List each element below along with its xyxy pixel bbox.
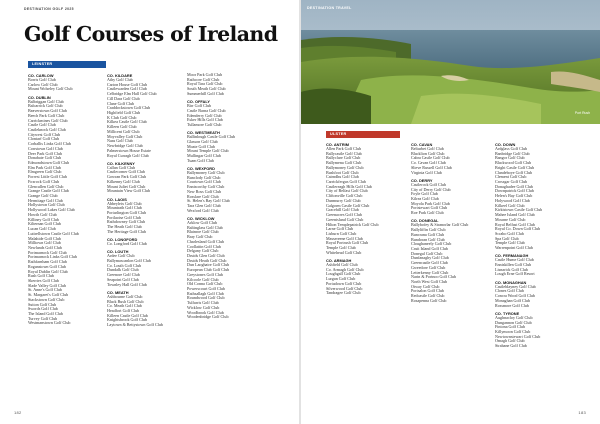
golf-club-entry: Rathfarnham Golf Club [28,260,67,265]
golf-club-entry: Blacklion Golf Club [411,151,445,156]
golf-club-entry: Mahee Island Golf Club [495,213,535,218]
county-heading: CO. MONAGHAN [495,279,527,285]
golf-club-entry: Mount Wolseley Golf Club [28,87,73,92]
golf-club-entry: Banbridge Golf Club [495,151,530,156]
golf-club-entry: Corballis Links Golf Club [28,142,71,147]
golf-club-entry: Tandragee Golf Club [326,291,361,296]
golf-club-entry: Concra Wood Golf Club [495,294,535,299]
photo-caption: Port Rush [574,111,590,115]
golf-club-entry: Portadown Golf Club [326,281,362,286]
golf-club-entry: Virginia Golf Club [411,170,442,175]
golf-club-entry: Castle Golf Club [28,123,56,128]
golf-club-entry: Greencastle Golf Club [411,261,448,266]
golf-club-entry: Clones Golf Club [495,289,524,294]
golf-club-entry: Clontarf Golf Club [28,137,60,142]
golf-club-entry: Kilkea Castle Golf Club [107,120,147,125]
golf-club-entry: Dunfanaghy Golf Club [411,256,449,261]
golf-club-entry: Bray Golf Club [187,235,213,240]
county-heading: CO. DERRY [411,177,433,183]
golf-club-entry: Bundoran Golf Club [411,237,445,242]
golf-club-entry: City of Belfast Golf Club [326,189,368,194]
county-heading: CO. LONGFORD [107,237,138,243]
golf-club-entry: Luttrellstown Castle Golf Club [28,231,79,236]
golf-club-entry: Deer Park Golf Club [28,151,62,156]
right-page [301,0,600,424]
golf-club-entry: Portmarnock Links Golf Club [28,255,78,260]
county-heading: CO. TYRONE [495,310,520,316]
golf-club-entry: Stackstown Golf Club [28,297,65,302]
golf-club-entry: Killymoon Golf Club [495,329,531,334]
golf-club-entry: Monaghan Golf Club [495,298,531,303]
golf-club-entry: Edenderry Golf Club [187,113,222,118]
county-heading: CO. WICKLOW [187,215,215,221]
running-head: DESTINATION GOLF 2025 [24,7,74,11]
golf-club-entry: Larne Golf Club [326,227,354,232]
golf-club-entry: Rosapenna Golf Club [411,298,447,303]
golf-club-entry: Portarlington Golf Club [107,210,147,215]
golf-club-entry: Massereene Golf Club [326,236,363,241]
golf-club-entry: Celbridge Elm Hall Golf Club [107,92,157,97]
golf-club-entry: St. Helen's Bay Golf Club [187,199,230,204]
golf-club-entry: The Island Golf Club [28,312,63,316]
golf-club-entry: Glencullen Golf Club [28,184,64,189]
golf-club-entry: St. Margaret's Golf Club [28,293,69,298]
golf-club-entry: Rathdowney Golf Club [107,220,146,225]
county-heading: CO. WESTMEATH [187,130,220,136]
golf-club-entry: Blackwood Golf Club [495,161,532,166]
golf-club-entry: Ballyliffin Golf Club [411,228,446,233]
golf-club-entry: Downpatrick Golf Club [495,189,534,194]
golf-club-entry: Mountrath Golf Club [107,206,142,211]
golf-club-entry: Abbeyleix Golf Club [107,201,142,206]
golf-club-entry: Baltinglass Golf Club [187,225,223,230]
golf-club-entry: Royal Portrush Golf Club [326,241,369,246]
golf-club-entry: Ballybofey & Stranorlar Golf Club [411,223,469,228]
region-tag-ulster: ULSTER [326,131,400,138]
golf-club-entry: Newtownstewart Golf Club [495,334,541,339]
golf-club-entry: Allen Park Golf Club [326,147,362,151]
golf-club-entry: Palmerstown House Estate [107,148,151,153]
golf-club-entry: New Ross Golf Club [187,189,222,194]
golf-club-entry: Cliftonville Golf Club [326,194,363,199]
golf-club-entry: Woodenbridge Golf Club [187,315,229,320]
golf-club-entry: Warrenpoint Golf Club [495,246,533,251]
leinster-column-3 [187,73,253,320]
golf-club-entry: Corrstown Golf Club [28,146,63,151]
golf-club-entry: Newbridge Golf Club [107,144,143,149]
golf-club-entry: Portsalon Golf Club [411,289,444,294]
golf-club-entry: Beech Park Golf Club [28,113,65,118]
golf-club-entry: Foyle Golf Club [411,192,438,197]
golf-club-entry: Courtown Golf Club [187,180,221,185]
golf-club-entry: Powerscourt Golf Club [187,287,225,292]
landscape-photo [301,0,600,124]
golf-club-entry: Castlerock Golf Club [411,182,447,187]
golf-club-entry: Tara Glen Golf Club [187,204,221,209]
golf-club-entry: Bunclody Golf Club [187,175,221,180]
page-number-right: 183 [578,410,586,415]
county-heading: CO. DONEGAL [411,218,439,224]
golf-club-entry: Silverwood Golf Club [326,286,363,291]
golf-club-entry: Citywest Golf Club [28,132,61,137]
county-heading: CO. KILDARE [107,73,133,78]
golf-club-entry: Greenacres Golf Club [326,213,362,218]
golf-club-entry: Co. Cavan Golf Club [411,161,446,166]
golf-club-entry: Roundwood Golf Club [187,296,225,301]
golf-club-entry: Bushfoot Golf Club [326,170,359,175]
golf-club-entry: Birr Golf Club [187,104,212,109]
county-heading: CO. FERMANAGH [495,253,529,259]
golf-club-entry: Rathsallagh Golf Club [187,291,224,296]
golf-club-entry: Ballymena Golf Club [326,161,362,166]
golf-club-entry: Royal Curragh Golf Club [107,153,149,158]
golf-club-entry: Castle Hume Golf Club [495,258,534,263]
golf-club-entry: Swords Golf Club [28,307,58,312]
golf-club-entry: Otway Golf Club [411,284,440,289]
golf-club-entry: Whitehead Golf Club [326,250,362,255]
golf-club-entry: Malahide Golf Club [28,236,61,241]
golf-club-entry: Aughnacloy Golf Club [495,315,533,320]
golf-club-entry: Howth Golf Club [28,212,57,217]
golf-club-entry: Esker Hills Golf Club [187,118,223,123]
golf-club-entry: Galgorm Castle Golf Club [326,203,370,208]
county-heading: CO. CAVAN [411,142,433,147]
golf-club-entry: Arklow Golf Club [187,220,218,225]
county-heading: CO. LAOIS [107,196,127,202]
golf-club-entry: Royal Tara Golf Club [187,82,223,87]
golf-club-entry: Sutton Golf Club [28,302,57,307]
golf-club-entry: Hollywood Lakes Golf Club [28,208,75,213]
golf-club-entry: Callan Golf Club [107,165,136,170]
golf-club-entry: City of Derry Golf Club [411,187,451,192]
region-tag-leinster: LEINSTER [28,61,106,68]
leinster-column-2 [107,73,173,328]
golf-club-entry: Greystones Golf Club [187,272,223,277]
golf-club-entry: Mount Temple Golf Club [187,149,229,154]
golf-club-entry: Seapoint Golf Club [107,277,139,282]
golf-club-entry: Lucan Golf Club [28,227,56,232]
golf-club-entry: Elm Park Golf Club [28,165,61,170]
county-heading: CO. KILKENNY [107,160,135,166]
golf-club-entry: Forrest Little Golf Club [28,175,68,180]
golf-club-entry: Bangor Golf Club [495,156,525,161]
golf-club-entry: Fintona Golf Club [495,325,526,330]
ulster-column-1 [326,142,392,296]
golf-club-entry: Ardglass Golf Club [495,147,528,151]
ulster-column-2 [411,142,477,304]
golf-club-entry: Hollystown Golf Club [28,203,65,208]
golf-club-entry: Spa Golf Club [495,236,519,241]
golf-club-entry: Blainroe Golf Club [187,230,219,235]
golf-club-entry: Enniscorthy Golf Club [187,185,225,190]
golf-club-entry: Killeen Castle Golf Club [107,313,148,318]
golf-club-entry: Greenore Golf Club [107,273,140,278]
golf-club-entry: Turvey Golf Club [28,316,58,321]
golf-club-entry: Ballymoney Golf Club [326,165,364,170]
leinster-column-1 [28,73,94,326]
golf-club-entry: Gweedore Golf Club [411,265,446,270]
golf-club-entry: Kilternan Golf Club [28,222,61,227]
golf-club-entry: Rathcore Golf Club [187,77,220,82]
golf-club-entry: Ballymoney Golf Club [187,171,225,175]
county-heading: CO. OFFALY [187,99,210,105]
golf-club-entry: Kilkeel Golf Club [495,203,525,208]
golf-club-entry: Gracehill Golf Club [326,208,359,213]
golf-club-entry: Royal Belfast Golf Club [495,222,535,227]
golf-club-entry: Dundalk Golf Club [107,268,139,273]
golf-club-entry: Portmarnock Golf Club [28,250,67,255]
golf-club-entry: Carrickmines Golf Club [28,118,68,123]
county-heading: CO. LOUTH [107,249,129,255]
golf-club-entry: Coollattin Golf Club [187,244,221,249]
golf-club-entry: Cruit Island Golf Club [411,246,448,251]
golf-club-entry: Black Bush Golf Club [107,299,144,304]
golf-club-entry: Holywood Golf Club [495,198,530,203]
golf-club-entry: Borris Golf Club [28,78,56,82]
golf-club-entry: South Meath Golf Club [187,87,226,92]
photo-section-label: DESTINATION TRAVEL [307,6,352,10]
golf-club-entry: Portstewart Golf Club [411,206,448,211]
golf-club-entry: Rossmore Golf Club [495,303,529,308]
golf-club-entry: Kilrea Golf Club [411,196,439,201]
golf-club-entry: Helen's Bay Golf Club [495,194,533,199]
golf-club-entry: Mount Juliet Golf Club [107,184,146,189]
golf-club-entry: Castlecomer Golf Club [107,170,145,175]
golf-club-entry: Ashbourne Golf Club [107,294,143,299]
golf-club-entry: Wexford Golf Club [187,208,219,213]
golf-club-entry: Beaverstown Golf Club [28,109,67,114]
golf-club-entry: Ashfield Golf Club [326,263,358,268]
golf-club-entry: Omagh Golf Club [495,339,525,344]
golf-club-entry: Moyola Park Golf Club [411,201,450,206]
golf-club-entry: Ballycastle Golf Club [326,151,362,156]
golf-club-entry: Co. Armagh Golf Club [326,267,364,272]
golf-club-entry: Athy Golf Club [107,78,133,82]
golf-club-entry: Castlereagh Hills Golf Club [326,184,372,189]
golf-club-entry: Co. Meath Golf Club [107,304,142,309]
golf-club-entry: Dungannon Golf Club [495,320,532,325]
golf-club-entry: Clane Golf Club [107,101,135,106]
golf-club-entry: Bright Castle Golf Club [495,165,535,170]
golf-club-entry: Kirkistown Castle Golf Club [495,208,543,213]
golf-club-entry: Cairndhu Golf Club [326,175,359,180]
golf-club-entry: Kilkenny Golf Club [107,179,140,184]
golf-club-entry: Edmondstown Golf Club [28,161,70,165]
golf-club-entry: Lisburn Golf Club [326,231,357,236]
golf-club-entry: Knightsbrook Golf Club [107,318,148,323]
golf-club-entry: Castleknock Golf Club [28,127,66,132]
golf-club-entry: Co. Louth Golf Club [107,263,142,268]
golf-club-entry: Letterkenny Golf Club [411,270,449,275]
golf-club-entry: Newlands Golf Club [28,245,62,250]
golf-club-entry: Moor Park Golf Club [187,73,223,77]
golf-club-entry: Carton House Golf Club [107,82,148,87]
ulster-column-3 [495,142,561,349]
golf-club-entry: Rosslare Golf Club [187,194,219,199]
golf-club-entry: Ballyclare Golf Club [326,156,361,161]
golf-club-entry: Grange Golf Club [28,194,58,199]
golf-club-entry: Balcarrick Golf Club [28,104,63,109]
golf-club-entry: Crossgar Golf Club [495,180,528,185]
golf-club-entry: Tullamore Golf Club [187,122,222,127]
golf-club-entry: Balbriggan Golf Club [28,99,64,104]
golf-club-entry: Tulfarris Golf Club [187,301,219,306]
golf-club-entry: Mountain View Golf Club [107,189,151,194]
golf-club-entry: Redcastle Golf Club [411,294,445,299]
golf-club-entry: Glasson Golf Club [187,139,218,144]
golf-club-entry: Loughgall Golf Club [326,272,361,277]
golf-club-entry: Clement Golf Club [495,175,527,180]
golf-club-entry: Slieve Russell Golf Club [411,165,452,170]
golf-club-entry: Druids Heath Golf Club [187,258,227,263]
golf-club-entry: Hilton Templepatrick Golf Club [326,222,379,227]
golf-club-entry: Roe Park Golf Club [411,211,444,216]
golf-club-entry: Royal Co. Down Golf Club [495,227,541,232]
golf-club-entry: Cabra Castle Golf Club [411,156,450,161]
golf-club-entry: Killeen Golf Club [107,125,137,130]
golf-club-entry: Milltown Golf Club [28,241,61,246]
golf-club-entry: Mourne Golf Club [495,217,526,222]
golf-club-entry: Belturbet Golf Club [411,147,444,151]
golf-club-entry: Clandeboye Golf Club [495,170,533,175]
golf-club-entry: Co. Longford Golf Club [107,242,147,247]
golf-club-entry: Ballymascanlon Golf Club [107,259,151,263]
golf-club-entry: Ardee Golf Club [107,254,135,259]
golf-club-entry: Cill Dara Golf Club [107,96,140,101]
golf-club-entry: Greenisland Golf Club [326,217,364,222]
golf-club-entry: K Club Golf Club [107,115,137,120]
county-heading: CO. CARLOW [28,73,54,78]
golf-club-entry: Elmgreen Golf Club [28,170,62,175]
golf-club-entry: Carrickfergus Golf Club [326,180,366,185]
county-heading: CO. ARMAGH [326,258,352,264]
golf-club-entry: Gowran Park Golf Club [107,175,147,180]
golf-club-entry: Enniskillen Golf Club [495,263,532,268]
left-page [0,0,299,424]
golf-club-entry: Donabate Golf Club [28,156,62,161]
county-heading: CO. DUBLIN [28,94,51,100]
golf-club-entry: Highfield Golf Club [107,111,141,116]
golf-club-entry: Narin & Portnoo Golf Club [411,275,457,280]
golf-club-entry: Naas Golf Club [107,139,133,144]
golf-club-entry: Headfort Golf Club [107,308,140,313]
golf-club-entry: Buncrana Golf Club [411,232,445,237]
golf-club-entry: Lurgan Golf Club [326,277,356,282]
golf-club-entry: Lough Erne Golf Resort [495,272,535,277]
golf-club-entry: Summerhill Golf Club [187,91,224,96]
coastal-golf-course-image [301,0,600,124]
golf-club-entry: Woodbrook Golf Club [187,310,224,315]
golf-club-entry: Westmanstown Golf Club [28,321,71,326]
golf-club-entry: Cloughaneely Golf Club [411,242,452,247]
golf-club-entry: The Heritage Golf Club [107,229,146,234]
golf-club-entry: Ballinlough Castle Golf Club [187,135,236,140]
county-heading: CO. ANTRIM [326,142,349,147]
golf-club-entry: Grange Castle Golf Club [28,189,69,194]
page-number-left: 182 [14,410,22,415]
golf-club-entry: Townley Hall Golf Club [107,282,147,287]
golf-club-entry: Moyvalley Golf Club [107,134,143,139]
golf-club-entry: St. Anne's Golf Club [28,288,62,293]
golf-club-entry: Carlow Golf Club [28,82,58,87]
golf-club-entry: Temple Golf Club [495,241,525,246]
golf-club-entry: European Club Golf Club [187,268,230,273]
golf-club-entry: Foxrock Golf Club [28,179,60,184]
golf-club-entry: Craddockstown Golf Club [107,106,151,111]
golf-club-entry: Skerries Golf Club [28,278,59,283]
golf-club-entry: Moate Golf Club [187,144,215,149]
golf-club-entry: Druids Glen Golf Club [187,254,225,258]
golf-club-entry: Royal Dublin Golf Club [28,269,68,274]
golf-club-entry: Charlesland Golf Club [187,239,225,244]
golf-club-entry: Roganstown Golf Club [28,264,66,269]
golf-club-entry: Tuam Golf Club [187,158,214,163]
county-heading: CO. WEXFORD [187,166,215,171]
golf-club-entry: Kilcoole Golf Club [187,277,219,282]
county-heading: CO. MEATH [107,289,129,295]
golf-club-entry: Castle Barna Golf Club [187,108,226,113]
golf-club-entry: Strabane Golf Club [495,344,527,349]
golf-club-entry: North West Golf Club [411,279,448,284]
golf-club-entry: Rush Golf Club [28,274,54,279]
golf-club-entry: Donaghadee Golf Club [495,184,533,189]
golf-club-entry: Delgany Golf Club [187,249,219,254]
golf-club-entry: Wicklow Golf Club [187,305,220,310]
golf-club-entry: Hermitage Golf Club [28,198,63,203]
golf-club-entry: Killiney Golf Club [28,217,59,222]
golf-club-entry: Scrabo Golf Club [495,231,524,236]
golf-club-entry: Old Conna Golf Club [187,282,223,287]
golf-club-entry: Lisnarick Golf Club [495,267,528,272]
golf-club-entry: Dunmurry Golf Club [326,198,361,203]
golf-club-entry: The Heath Golf Club [107,225,142,230]
golf-club-entry: Donegal Golf Club [411,251,443,256]
golf-club-entry: Laytown & Bettystown Golf Club [107,323,163,328]
golf-club-entry: Castleblayney Golf Club [495,284,536,289]
golf-club-entry: Slade Valley Golf Club [28,283,67,288]
golf-club-entry: Temple Golf Club [326,246,356,251]
golf-club-entry: Portlaoise Golf Club [107,215,141,220]
golf-club-entry: Dun Laoghaire Golf Club [187,263,230,268]
page-title: Golf Courses of Ireland [24,22,278,46]
golf-club-entry: Castlewarden Golf Club [107,87,147,92]
golf-club-entry: Millicent Golf Club [107,129,140,134]
county-heading: CO. DOWN [495,142,516,147]
golf-club-entry: Mullingar Golf Club [187,154,221,159]
